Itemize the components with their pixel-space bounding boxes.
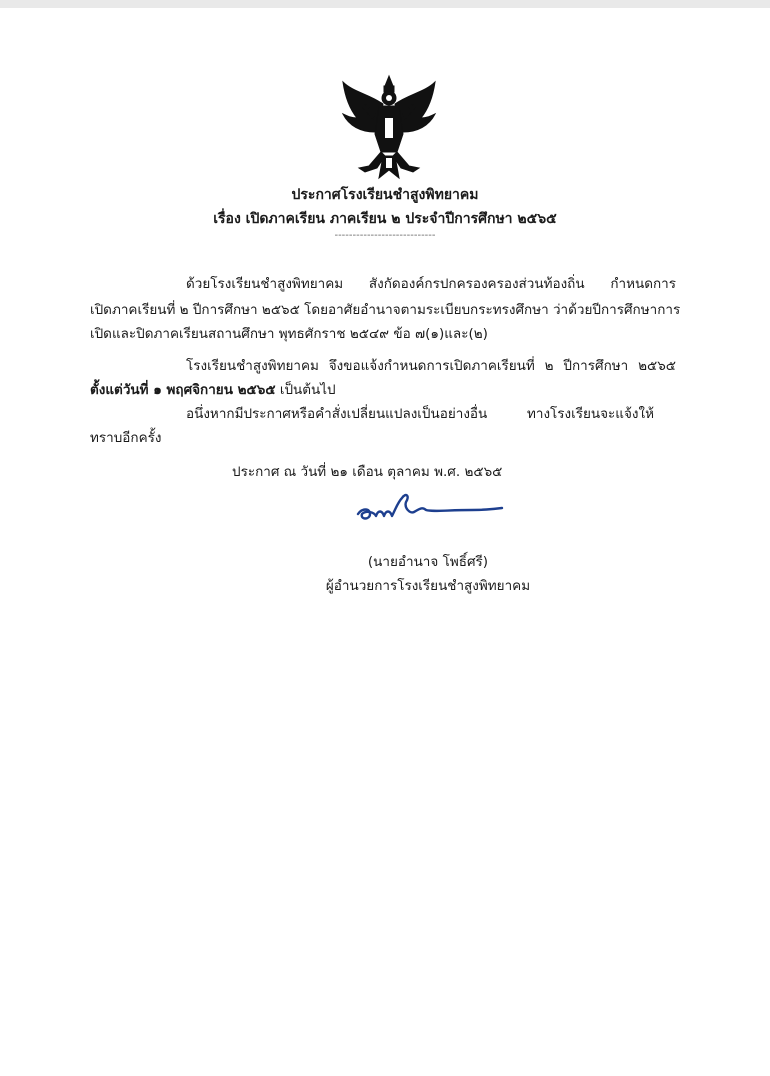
- garuda-emblem-icon: [339, 74, 439, 182]
- paragraph-2-line-1: โรงเรียนชำสูงพิทยาคม จึงขอแจ้งกำหนดการเปิดภาคเรียนที่ ๒ ปีการศึกษา ๒๕๖๕: [186, 358, 676, 374]
- signatory-name: (นายอำนาจ โพธิ์ศรี): [367, 554, 489, 570]
- paragraph-3-line-2: ทราบอีกครั้ง: [90, 430, 162, 446]
- announcement-subject: เรื่อง เปิดภาคเรียน ภาคเรียน ๒ ประจำปีการศึกษา ๒๕๖๕: [213, 211, 557, 227]
- paragraph-3-line-1: อนึ่งหากมีประกาศหรือคำสั่งเปลี่ยนแปลงเป็นอย่างอื่น ทางโรงเรียนจะแจ้งให้: [186, 406, 654, 422]
- paragraph-1-line-2: เปิดภาคเรียนที่ ๒ ปีการศึกษา ๒๕๖๕ โดยอาศัยอำนาจตามระเบียบกระทรงศึกษา ว่าด้วยปีการศึกษาการ: [90, 302, 681, 318]
- paragraph-2-line-2: [90, 378, 336, 400]
- paragraph-1-line-1: ด้วยโรงเรียนชำสูงพิทยาคม สังกัดองค์กรปกครองครองส่วนท้องถิ่น กำหนดการ: [186, 276, 676, 292]
- signatory-position: ผู้อำนวยการโรงเรียนชำสูงพิทยาคม: [325, 578, 531, 594]
- opening-date-highlight: ตั้งแต่วันที่ ๑ พฤศจิกายน ๒๕๖๕: [90, 382, 276, 398]
- paragraph-2-line-2-rest: เป็นต้นไป: [275, 382, 336, 398]
- announcement-title: ประกาศโรงเรียนชำสูงพิทยาคม: [291, 187, 479, 203]
- document-page: [0, 8, 770, 1076]
- title-divider: ----------------------------: [334, 230, 436, 241]
- handwritten-signature: [352, 488, 508, 528]
- paragraph-1-line-3: เปิดและปิดภาคเรียนสถานศึกษา พุทธศักราช ๒๕๔๙ ข้อ ๗(๑)และ(๒): [90, 326, 488, 342]
- announcement-date: ประกาศ ณ วันที่ ๒๑ เดือน ตุลาคม พ.ศ. ๒๕๖๕: [232, 464, 503, 480]
